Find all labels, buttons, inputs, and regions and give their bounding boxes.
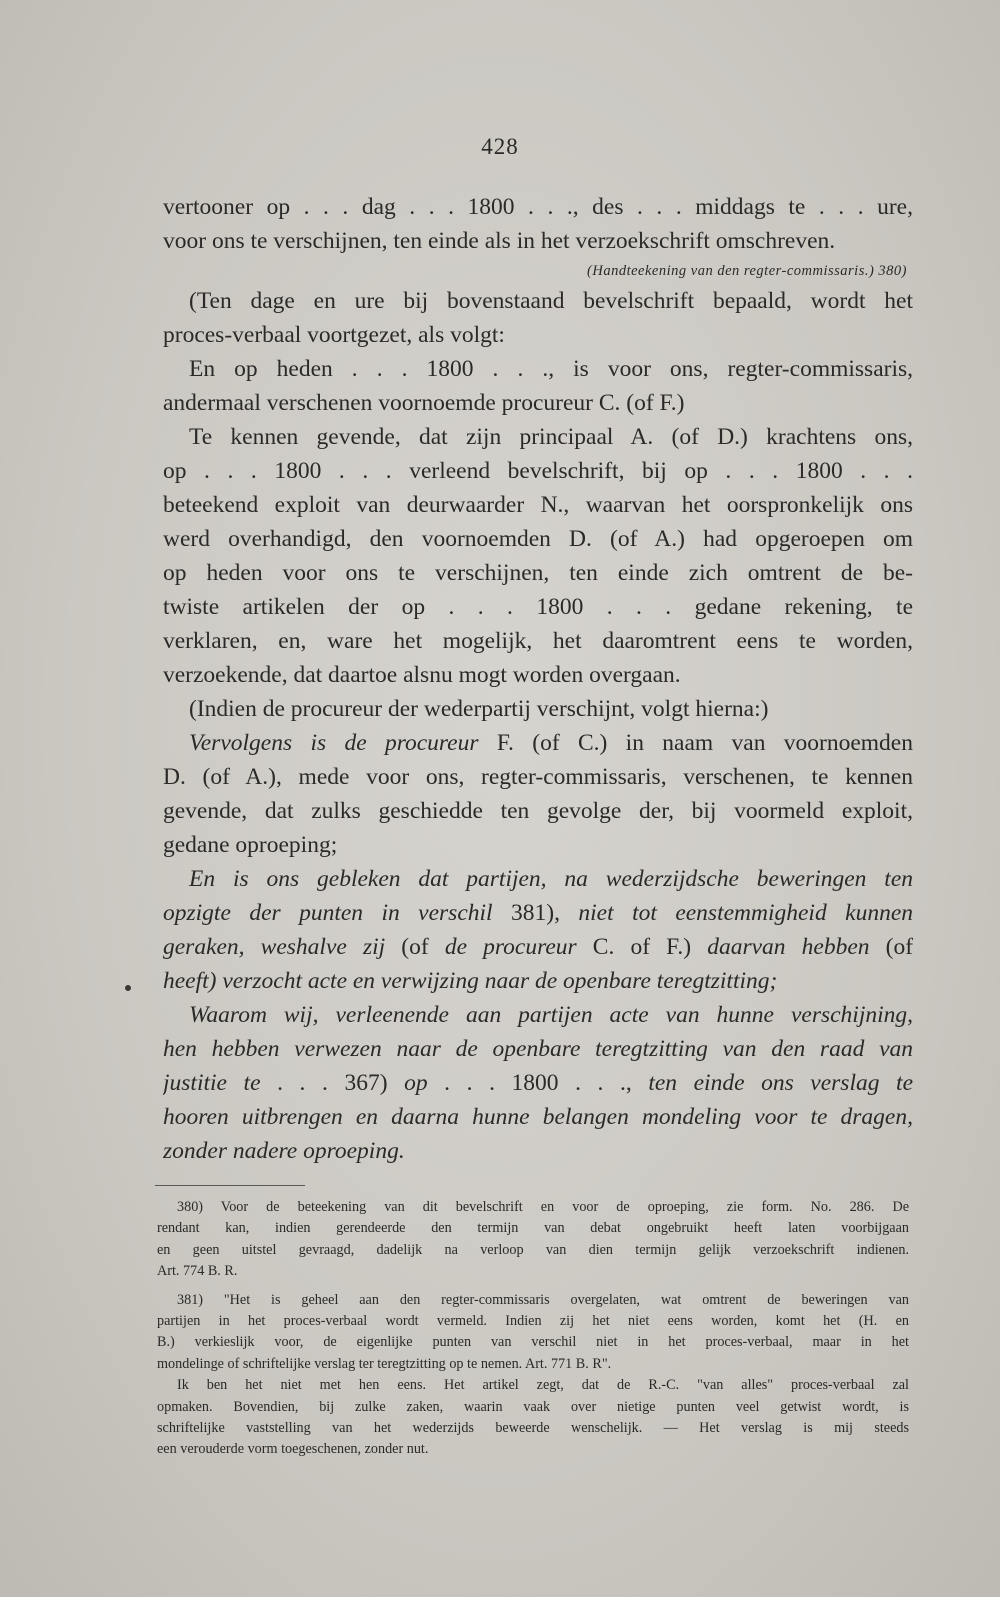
text-line: voor ons te verschijnen, ten einde als in het verzoekschrift omschreven. [163,228,836,254]
footnotes [157,1197,909,1461]
text-line [163,896,913,930]
text-line: En op heden . . . 1800 . . ., is voor ons, regter-commissaris, [189,356,913,382]
text-line: verzoekende, dat daartoe alsnu mogt worden overgaan. [163,662,681,688]
italic-run: justitie te [163,1070,261,1096]
footnote-line: mondelinge of schriftelijke verslag ter teregtzitting op te nemen. Art. 771 B. R". [157,1355,612,1372]
text-line: proces-verbaal voortgezet, als volgt: [163,322,505,348]
footnote-line: opmaken. Bovendien, bij zulke zaken, waarin vaak over nietige punten veel getwist wordt, is [157,1398,909,1415]
italic-run: daarvan hebben [707,934,870,960]
text-line: gevende, dat zulks geschiedde ten gevolge der, bij voormeld exploit, [163,798,913,824]
footnote-line: Art. 774 B. R. [157,1263,238,1280]
roman-run: 381), [492,900,579,926]
footnote-line: B.) verkieslijk voor, de eigenlijke punten van verschil niet in het proces-verbaal, maar in het [157,1334,909,1351]
italic-run: de procureur [444,934,577,960]
footnote-line: en geen uitstel gevraagd, dadelijk na verloop van dien termijn gelijk verzoekschrift indienen. [157,1241,909,1258]
text-line: beteekend exploit van deurwaarder N., waarvan het oorspronkelijk ons [163,492,913,518]
roman-run: C. of F.) [576,934,708,960]
footnote-line: rendant kan, indien gerendeerde den termijn van debat ongebruikt heeft laten voorbijgaan [157,1220,909,1237]
footnote-line: partijen in het proces-verbaal wordt vermeld. Indien zij het niet eens worden, komt het (H. en [157,1312,909,1329]
page-number: 428 [481,134,519,159]
text-line: hooren uitbrengen en daarna hunne belangen mondeling voor te dragen, [163,1104,913,1130]
italic-run: geraken, weshalve zij [163,934,386,960]
footnote-line: 380) Voor de beteekening van dit bevelschrift en voor de oproeping, zie form. No. 286. De [177,1199,909,1215]
text-line [163,1066,913,1100]
text-line: andermaal verschenen voornoemde procureur C. (of F.) [163,390,685,416]
italic-run: niet tot eenstemmigheid kunnen [578,900,913,926]
text-line: En is ons gebleken dat partijen, na wederzijdsche beweringen ten [189,866,913,892]
text-line: (Ten dage en ure bij bovenstaand bevelschrift bepaald, wordt het [189,288,913,314]
footnote-rule [155,1185,305,1186]
italic-run: op [404,1070,428,1096]
italic-run: opzigte der punten in verschil [163,900,493,926]
roman-run: (of [869,934,913,960]
text-line: vertooner op . . . dag . . . 1800 . . ., des . . . middags te . . . ure, [163,194,913,220]
footnote-line: een verouderde vorm toegeschenen, zonder nut. [157,1441,429,1458]
margin-dot [125,985,131,991]
roman-run: F. (of C.) in naam van voornoemden [478,730,913,756]
text-line: zonder nadere oproeping. [163,1138,405,1164]
text-line: op heden voor ons te verschijnen, ten einde zich omtrent de be- [163,560,913,586]
text-line [163,726,913,760]
footnote-line: Ik ben het niet met hen eens. Het artikel zegt, dat de R.-C. "van alles" proces-verbaal zal [177,1377,909,1394]
footnote-line: 381) "Het is geheel aan den regter-commissaris overgelaten, wat omtrent de beweringen van [177,1291,909,1308]
main-text [163,190,913,1168]
text-line: op . . . 1800 . . . verleend bevelschrift, bij op . . . 1800 . . . [163,458,913,484]
text-line [163,930,913,964]
text-line: hen hebben verwezen naar de openbare teregtzitting van den raad van [163,1036,913,1062]
roman-run: . . . 1800 . . ., [427,1070,649,1096]
text-line: gedane oproeping; [163,832,338,858]
text-line: D. (of A.), mede voor ons, regter-commissaris, verschenen, te kennen [163,764,913,790]
text-line: verklaren, en, ware het mogelijk, het daaromtrent eens te worden, [163,628,913,654]
roman-run: . . . 367) [260,1070,405,1096]
text-line: Waarom wij, verleenende aan partijen acte van hunne verschijning, [189,1002,913,1028]
signature-line: (Handteekening van den regter-commissaris.) 380) [587,263,907,279]
text-line: heeft) verzocht acte en verwijzing naar de openbare teregtzitting; [163,968,778,994]
text-line: werd overhandigd, den voornoemden D. (of A.) had opgeroepen om [163,526,913,552]
italic-run: Vervolgens is de procureur [189,730,479,756]
roman-run: (of [385,934,445,960]
text-line: (Indien de procureur der wederpartij verschijnt, volgt hierna:) [189,696,769,722]
text-line: twiste artikelen der op . . . 1800 . . . gedane rekening, te [163,594,913,620]
text-line: Te kennen gevende, dat zijn principaal A. (of D.) krachtens ons, [189,424,913,450]
footnote-line: schriftelijke vaststelling van het wederzijds beweerde wenschelijk. — Het verslag is mij steeds [157,1419,909,1436]
italic-run: ten einde ons verslag te [648,1070,913,1096]
